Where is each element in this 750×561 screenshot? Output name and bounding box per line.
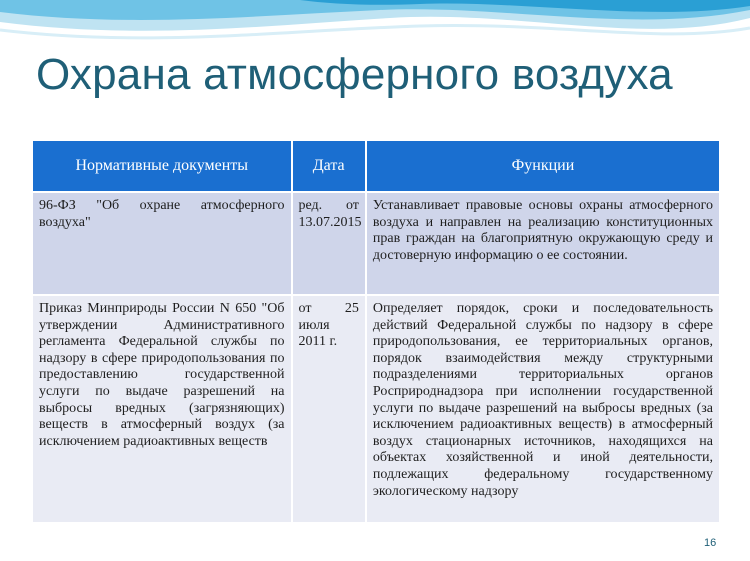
cell-function: Устанавливает правовые основы охраны атмосферного воздуха и направлен на реализацию конституционных прав граждан на благоприятную окружающую среду и достоверную информацию о ее состоянии. [367, 193, 719, 294]
table-row [33, 193, 719, 294]
table-row [33, 296, 719, 522]
cell-function: Определяет порядок, сроки и последовательность действий Федеральной службы по надзору в сфере природопользования, ее территориальных органов, порядок взаимодействия между структурными подразделениями территориальных органов Росприроднадзора при исполнении государственной услуги по выдаче разрешений на выбросы вредных (за исключением радиоактивных веществ) в атмосферный воздух стационарных источников, находящихся на объектах хозяйственной и иной деятельности, подлежащих федеральному государственному экологическому надзору [367, 296, 719, 522]
table-header-row [33, 141, 719, 191]
cell-date: от 25 июля 2011 г. [293, 296, 365, 522]
cell-document: Приказ Минприроды России N 650 "Об утверждении Административного регламента Федеральной службы по надзору в сфере природопользования по предоставлению государственной услуги по выдаче разрешений на выбросы вредных (загрязняющих) веществ в атмосферный воздух (за исключением радиоактивных веществ [33, 296, 291, 522]
header-documents: Нормативные документы [33, 141, 291, 191]
cell-document: 96-ФЗ "Об охране атмосферного воздуха" [33, 193, 291, 294]
slide-title: Охрана атмосферного воздуха [36, 50, 673, 99]
regulations-table [31, 139, 721, 524]
page-number: 16 [704, 537, 717, 549]
header-functions: Функции [367, 141, 719, 191]
cell-date: ред. от 13.07.2015 [293, 193, 365, 294]
header-date: Дата [293, 141, 365, 191]
